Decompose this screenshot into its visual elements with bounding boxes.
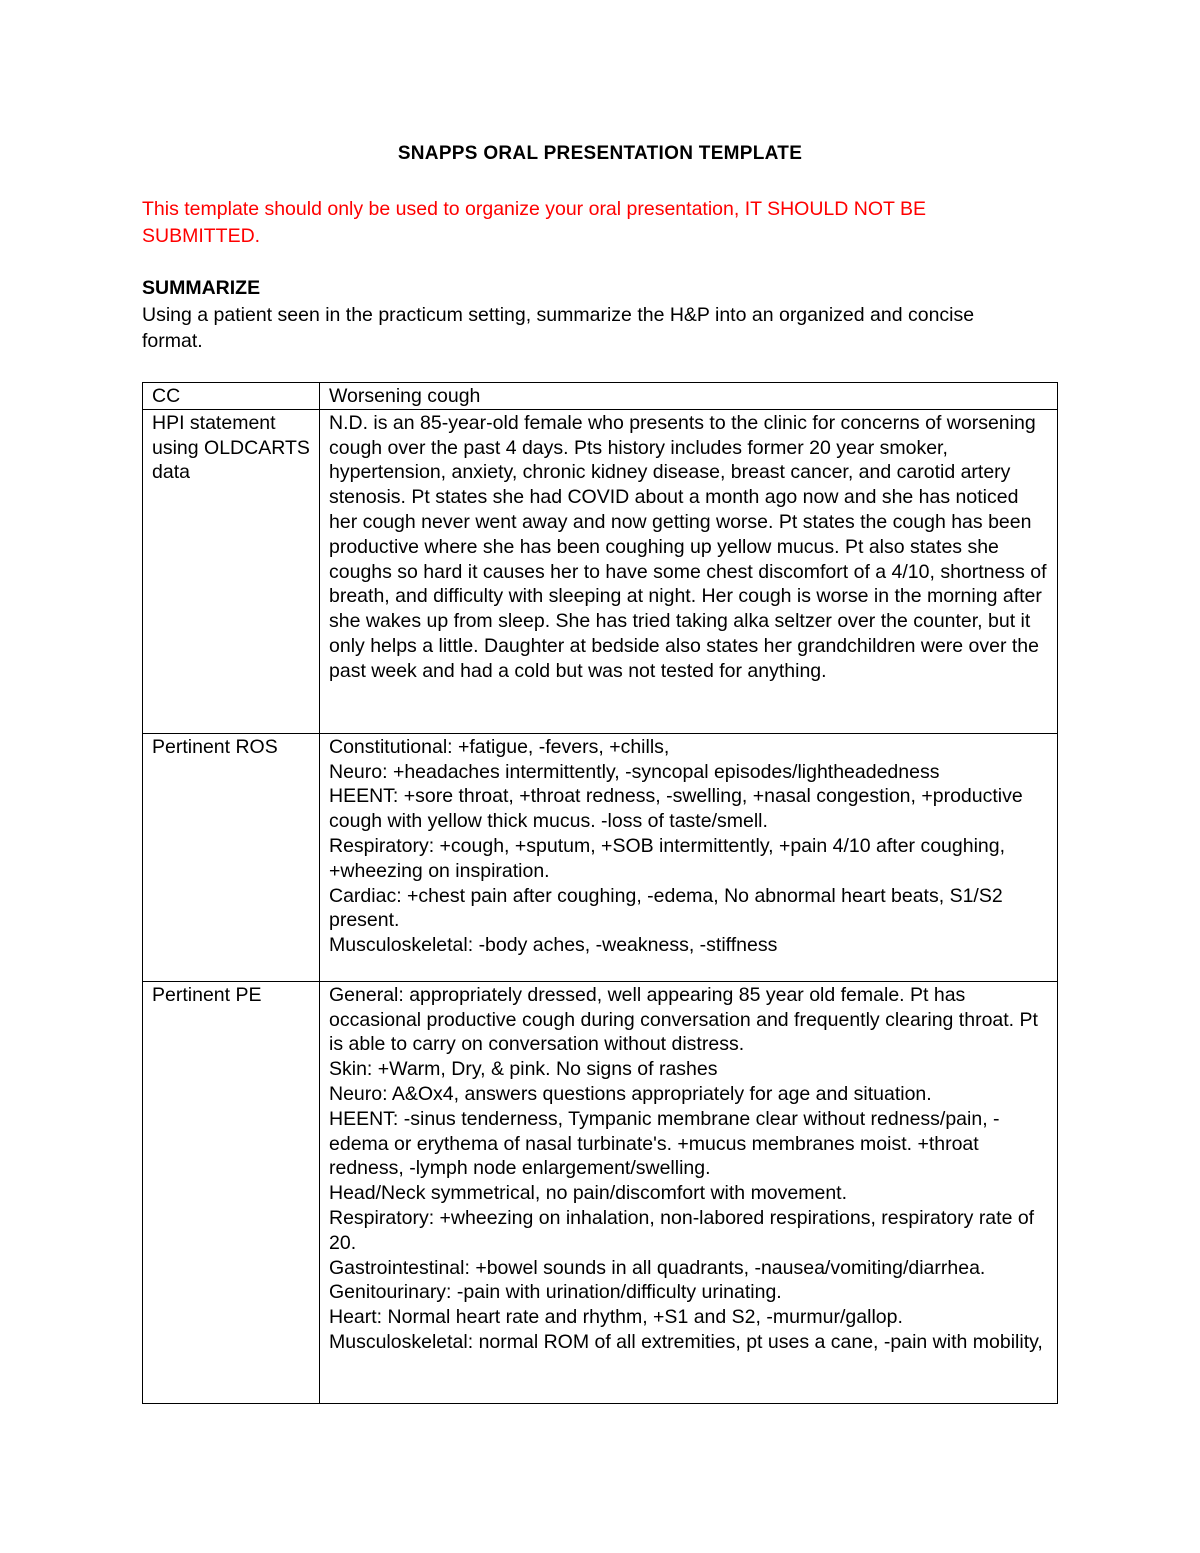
row-content-cc [320, 383, 1058, 410]
row-label-cc: CC [143, 383, 320, 410]
table-row-pe [143, 981, 1058, 1403]
ros-neuro: Neuro: +headaches intermittently, -syncopal episodes/lightheadedness [329, 760, 940, 783]
row-content-ros [320, 733, 1058, 981]
ros-constitutional: Constitutional: +fatigue, -fevers, +chills, [329, 735, 670, 758]
ros-heent: HEENT: +sore throat, +throat redness, -swelling, +nasal congestion, +productive cough with yellow thick mucus. -loss of taste/smell. [329, 785, 1023, 833]
pe-general: General: appropriately dressed, well appearing 85 year old female. Pt has occasional productive cough during conversation and frequently clearing throat. Pt is able to carry on conversation without distress. [329, 983, 1038, 1056]
pe-genitourinary: Genitourinary: -pain with urination/difficulty urinating. [329, 1281, 782, 1304]
ros-musculoskeletal: Musculoskeletal: -body aches, -weakness, -stiffness [329, 934, 778, 957]
row-content-pe [320, 981, 1058, 1403]
hpi-paragraph: N.D. is an 85-year-old female who presents to the clinic for concerns of worsening cough over the past 4 days. Pts history includes former 20 year smoker, hypertension, anxiety, chronic kidney disease, breast cancer, and carotid artery stenosis. Pt states she had COVID about a month ago now and she has noticed her cough never went away and now getting worse. Pt states the cough has been productive where she has been coughing up yellow mucus. Pt also states she coughs so hard it causes her to have some chest discomfort of a 4/10, shortness of breath, and difficulty with sleeping at night. Her cough is worse in the morning after she wakes up from sleep. She has tried taking alka seltzer over the counter, but it only helps a little. Daughter at bedside also states her grandchildren were over the past week and had a cold but was not tested for anything. [329, 411, 1047, 682]
summary-table [142, 382, 1058, 1404]
table-row-hpi [143, 409, 1058, 733]
table-row-ros [143, 733, 1058, 981]
pe-neuro: Neuro: A&Ox4, answers questions appropriately for age and situation. [329, 1082, 932, 1105]
pe-respiratory: Respiratory: +wheezing on inhalation, non-labored respirations, respiratory rate of 20. [329, 1206, 1035, 1254]
table-row-cc [143, 383, 1058, 410]
submission-warning: This template should only be used to organize your oral presentation, IT SHOULD NOT BE SUBMITTED. [142, 198, 927, 247]
page-title: SNAPPS ORAL PRESENTATION TEMPLATE [397, 143, 803, 164]
pe-heart: Heart: Normal heart rate and rhythm, +S1 and S2, -murmur/gallop. [329, 1306, 903, 1329]
pe-musculoskeletal: Musculoskeletal: normal ROM of all extremities, pt uses a cane, -pain with mobility, [329, 1330, 1043, 1353]
row-label-hpi: HPI statement using OLDCARTS data [143, 409, 320, 733]
section-heading-summarize: SUMMARIZE [142, 277, 261, 299]
row-content-hpi [320, 409, 1058, 733]
row-label-pe: Pertinent PE [143, 981, 320, 1403]
pe-skin: Skin: +Warm, Dry, & pink. No signs of rashes [329, 1058, 718, 1081]
pe-heent: HEENT: -sinus tenderness, Tympanic membrane clear without redness/pain, -edema or erythema of nasal turbinate's. +mucus membranes moist. +throat redness, -lymph node enlargement/swelling. [329, 1107, 1000, 1180]
section-intro-text: Using a patient seen in the practicum setting, summarize the H&P into an organized and concise format. [142, 304, 975, 352]
pe-gastrointestinal: Gastrointestinal: +bowel sounds in all quadrants, -nausea/vomiting/diarrhea. [329, 1256, 986, 1279]
ros-respiratory: Respiratory: +cough, +sputum, +SOB intermittently, +pain 4/10 after coughing, +wheezing on inspiration. [329, 834, 1006, 882]
pe-head-neck: Head/Neck symmetrical, no pain/discomfort with movement. [329, 1182, 848, 1205]
row-label-ros: Pertinent ROS [143, 733, 320, 981]
ros-cardiac: Cardiac: +chest pain after coughing, -edema, No abnormal heart beats, S1/S2 present. [329, 884, 1003, 932]
cc-line: Worsening cough [329, 385, 481, 407]
